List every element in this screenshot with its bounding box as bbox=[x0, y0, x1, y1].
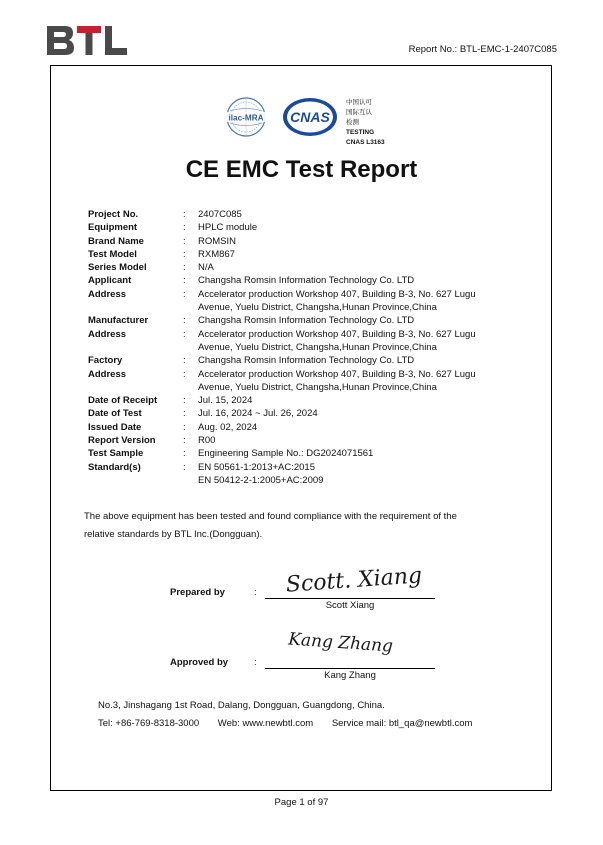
info-row bbox=[88, 261, 508, 274]
info-value: Changsha Romsin Information Technology Co. LTD bbox=[198, 315, 415, 327]
ilac-mra-icon bbox=[218, 96, 274, 138]
info-colon: : bbox=[183, 315, 186, 327]
cnas-caption bbox=[346, 98, 385, 148]
info-colon: : bbox=[183, 235, 186, 247]
info-colon: : bbox=[183, 248, 186, 260]
signature-scott-xiang bbox=[270, 554, 435, 598]
compliance-statement bbox=[84, 508, 504, 544]
report-number bbox=[409, 44, 557, 55]
info-row bbox=[88, 301, 508, 314]
page-number: Page 1 of 97 bbox=[274, 797, 329, 808]
info-label: Series Model bbox=[88, 262, 147, 274]
website-link[interactable]: Web: www.newbtl.com bbox=[217, 718, 314, 729]
info-colon: : bbox=[183, 262, 186, 274]
info-label bbox=[88, 381, 183, 394]
info-row bbox=[88, 274, 508, 287]
info-colon bbox=[183, 301, 198, 314]
info-colon: : bbox=[183, 209, 186, 220]
info-row bbox=[88, 328, 508, 341]
company-address: No.3, Jinshagang 1st Road, Dalang, Dongguan, Guangdong, China. bbox=[98, 700, 385, 711]
cnas-cn-line3: 检测 bbox=[346, 119, 359, 126]
info-row bbox=[88, 354, 508, 367]
info-label: Address bbox=[88, 288, 127, 300]
prepared-by-label: Prepared by bbox=[170, 587, 225, 598]
info-value: EN 50412-2-1:2005+AC:2009 bbox=[198, 474, 324, 486]
info-value: Accelerator production Workshop 407, Building B-3, No. 627 Lugu bbox=[198, 368, 476, 380]
info-label bbox=[88, 341, 183, 354]
info-label: Factory bbox=[88, 355, 123, 367]
info-colon: : bbox=[183, 368, 186, 380]
info-value: Jul. 15, 2024 bbox=[198, 395, 253, 407]
statement-line-1: The above equipment has been tested and found compliance with the requirement of the bbox=[84, 511, 457, 522]
info-value: R00 bbox=[198, 435, 216, 447]
info-colon: : bbox=[183, 461, 186, 473]
prepared-by-name: Scott Xiang bbox=[325, 600, 375, 611]
report-no-label: Report No.: bbox=[408, 44, 458, 55]
info-row bbox=[88, 461, 508, 474]
approved-by-signature bbox=[280, 618, 420, 668]
info-label: Applicant bbox=[88, 275, 132, 287]
info-label: Address bbox=[88, 328, 127, 340]
info-value: Aug. 02, 2024 bbox=[198, 421, 258, 433]
info-label: Issued Date bbox=[88, 421, 142, 433]
info-colon: : bbox=[183, 355, 186, 367]
report-info-table bbox=[88, 208, 508, 487]
info-colon bbox=[183, 474, 198, 487]
prepared-by-colon: : bbox=[254, 587, 257, 598]
info-value: Engineering Sample No.: DG2024071561 bbox=[198, 448, 374, 460]
info-row bbox=[88, 235, 508, 248]
info-label: Project No. bbox=[88, 209, 139, 220]
cnas-logo-text: CNAS bbox=[290, 109, 330, 125]
signature-kang-zhang bbox=[280, 618, 420, 668]
btl-logo-icon bbox=[45, 22, 129, 58]
info-value: HPLC module bbox=[198, 222, 258, 234]
info-colon: : bbox=[183, 275, 186, 287]
prepared-by-signature bbox=[270, 554, 435, 598]
prepared-signature-text: Scott. Xiang bbox=[285, 563, 423, 598]
info-row bbox=[88, 221, 508, 234]
info-row bbox=[88, 341, 508, 354]
info-value: Changsha Romsin Information Technology Co. LTD bbox=[198, 275, 415, 287]
info-value: EN 50561-1:2013+AC:2015 bbox=[198, 461, 315, 473]
service-mail-link[interactable]: Service mail: btl_qa@newbtl.com bbox=[331, 718, 473, 729]
info-row bbox=[88, 368, 508, 381]
info-row bbox=[88, 421, 508, 434]
info-value: 2407C085 bbox=[198, 209, 242, 220]
btl-logo bbox=[45, 22, 129, 58]
cnas-cn-line2: 国际互认 bbox=[346, 109, 372, 116]
info-colon: : bbox=[183, 435, 186, 447]
info-value: Accelerator production Workshop 407, Building B-3, No. 627 Lugu bbox=[198, 288, 476, 300]
info-colon: : bbox=[183, 288, 186, 300]
info-value: ROMSIN bbox=[198, 235, 236, 247]
cnas-en-line1: TESTING bbox=[346, 129, 375, 136]
info-label: Report Version bbox=[88, 435, 156, 447]
info-value: Avenue, Yuelu District, Changsha,Hunan Province,China bbox=[198, 302, 437, 314]
info-label: Address bbox=[88, 368, 127, 380]
approved-by-label: Approved by bbox=[170, 657, 229, 668]
info-label: Brand Name bbox=[88, 235, 144, 247]
report-no-value: BTL-EMC-1-2407C085 bbox=[459, 44, 557, 55]
info-value: Accelerator production Workshop 407, Building B-3, No. 627 Lugu bbox=[198, 328, 476, 340]
info-row bbox=[88, 314, 508, 327]
info-label: Date of Test bbox=[88, 408, 142, 420]
info-colon bbox=[183, 381, 198, 394]
info-row bbox=[88, 248, 508, 261]
info-label: Test Model bbox=[88, 248, 137, 260]
info-value: N/A bbox=[198, 262, 214, 274]
info-row bbox=[88, 474, 508, 487]
info-colon: : bbox=[183, 448, 186, 460]
info-value: Avenue, Yuelu District, Changsha,Hunan Province,China bbox=[198, 341, 437, 353]
info-colon: : bbox=[183, 222, 186, 234]
info-label: Date of Receipt bbox=[88, 395, 158, 407]
ilac-text: ilac-MRA bbox=[228, 113, 264, 123]
info-colon: : bbox=[183, 395, 186, 407]
info-value: RXM867 bbox=[198, 248, 235, 260]
info-row bbox=[88, 394, 508, 407]
info-value: Jul. 16, 2024 ~ Jul. 26, 2024 bbox=[198, 408, 318, 420]
approved-signature-text: Kang Zhang bbox=[287, 629, 394, 657]
info-colon bbox=[183, 341, 198, 354]
cnas-en-line2: CNAS L3163 bbox=[346, 139, 385, 146]
info-label: Test Sample bbox=[88, 448, 144, 460]
info-colon: : bbox=[183, 421, 186, 433]
info-label: Manufacturer bbox=[88, 315, 149, 327]
info-value: Changsha Romsin Information Technology Co. LTD bbox=[198, 355, 415, 367]
info-row bbox=[88, 288, 508, 301]
info-row bbox=[88, 381, 508, 394]
statement-line-2: relative standards by BTL Inc.(Dongguan). bbox=[84, 529, 263, 540]
page-title: CE EMC Test Report bbox=[185, 156, 418, 183]
info-colon: : bbox=[183, 408, 186, 420]
info-row bbox=[88, 208, 508, 221]
approved-by-line bbox=[265, 668, 435, 669]
cnas-icon bbox=[280, 96, 340, 138]
contact-line bbox=[98, 718, 488, 729]
cnas-logo bbox=[280, 96, 340, 138]
approved-by-name: Kang Zhang bbox=[324, 670, 376, 681]
info-colon: : bbox=[183, 328, 186, 340]
info-row bbox=[88, 407, 508, 420]
cnas-cn-line1: 中国认可 bbox=[346, 99, 372, 106]
info-label: Standard(s) bbox=[88, 461, 141, 473]
info-label bbox=[88, 474, 183, 487]
prepared-by-line bbox=[265, 598, 435, 599]
telephone: Tel: +86-769-8318-3000 bbox=[98, 718, 200, 729]
approved-by-colon: : bbox=[254, 657, 257, 668]
info-row bbox=[88, 447, 508, 460]
info-label bbox=[88, 301, 183, 314]
info-value: Avenue, Yuelu District, Changsha,Hunan Province,China bbox=[198, 381, 437, 393]
info-row bbox=[88, 434, 508, 447]
ilac-mra-logo bbox=[218, 96, 274, 138]
info-label: Equipment bbox=[88, 222, 138, 234]
